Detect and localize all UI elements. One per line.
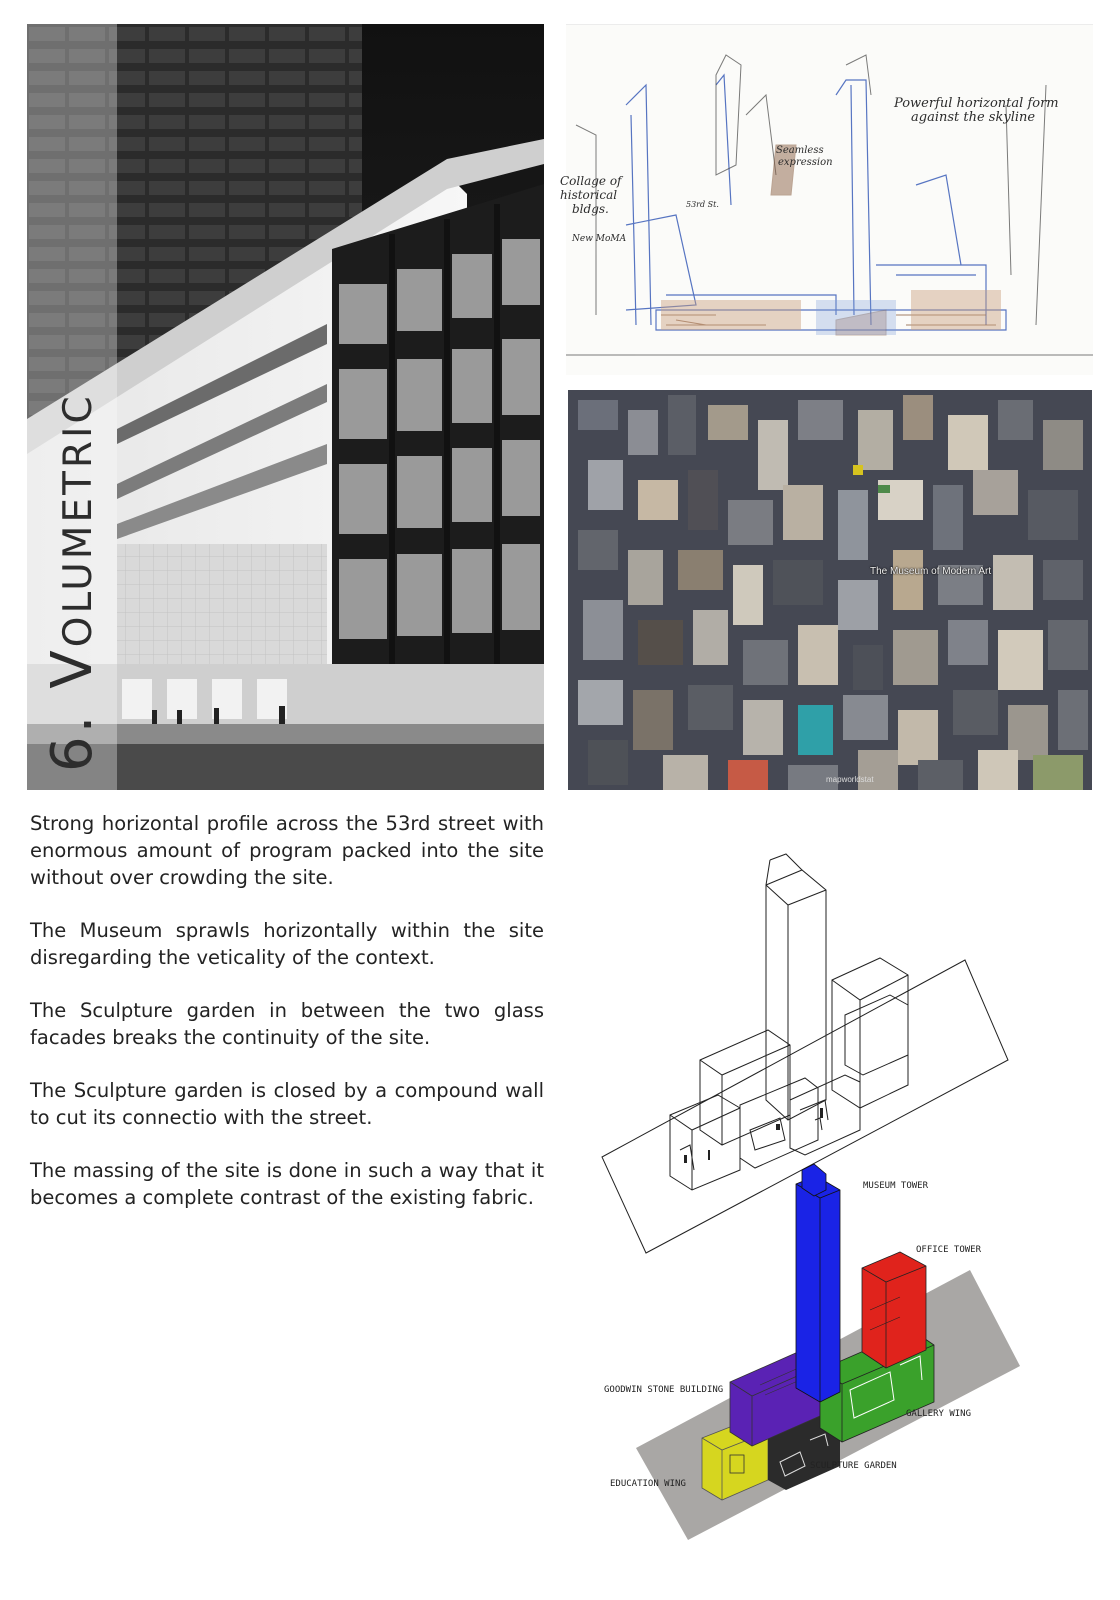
section-title [41, 393, 105, 772]
section-title-text: Volumetric [40, 393, 105, 689]
concept-sketch [560, 24, 1093, 375]
description-text [30, 810, 544, 1237]
sketch-note-7: bldgs. [572, 202, 609, 216]
paragraph: The Sculpture garden in between the two glass facades breaks the continuity of the site. [30, 999, 544, 1049]
label-museum-tower: MUSEUM TOWER [863, 1181, 929, 1191]
sketch-note-2: against the skyline [911, 110, 1036, 125]
paragraph: The Museum sprawls horizontally within the site disregarding the veticality of the context. [30, 919, 544, 969]
label-goodwin-stone: GOODWIN STONE BUILDING [604, 1385, 724, 1395]
paragraph: The Sculpture garden is closed by a compound wall to cut its connectio with the street. [30, 1079, 544, 1129]
label-sculpture-garden: SCULPTURE GARDEN [810, 1461, 897, 1471]
sketch-note-4: expression [778, 157, 833, 168]
label-education-wing: EDUCATION WING [610, 1479, 686, 1489]
sketch-note-6: historical [560, 188, 618, 202]
image-credit: mapworldstat [826, 775, 874, 784]
label-gallery-wing: GALLERY WING [906, 1409, 972, 1419]
aerial-photo [568, 390, 1092, 790]
section-number: 6. [40, 712, 105, 772]
sketch-note-1: Powerful horizontal form [894, 96, 1059, 111]
sketch-note-8: 53rd St. [686, 200, 719, 209]
program-axonometric [600, 1170, 1070, 1580]
paragraph: Strong horizontal profile across the 53rd street with enormous amount of program packed into the site without over crowding the site. [30, 812, 544, 889]
map-location-label: The Museum of Modern Art [870, 566, 992, 577]
sketch-note-3: Seamless [776, 145, 824, 156]
building-photo [27, 24, 544, 790]
sketch-note-5: Collage of [560, 174, 622, 188]
museum-tower-block [796, 1164, 840, 1402]
manhattan-aerial-image [568, 390, 1092, 790]
paragraph: The massing of the site is done in such a way that it becomes a complete contrast of the existing fabric. [30, 1159, 544, 1209]
office-tower-block [862, 1252, 926, 1368]
sketch-note-9: New MoMA [572, 234, 627, 244]
label-office-tower: OFFICE TOWER [916, 1245, 982, 1255]
